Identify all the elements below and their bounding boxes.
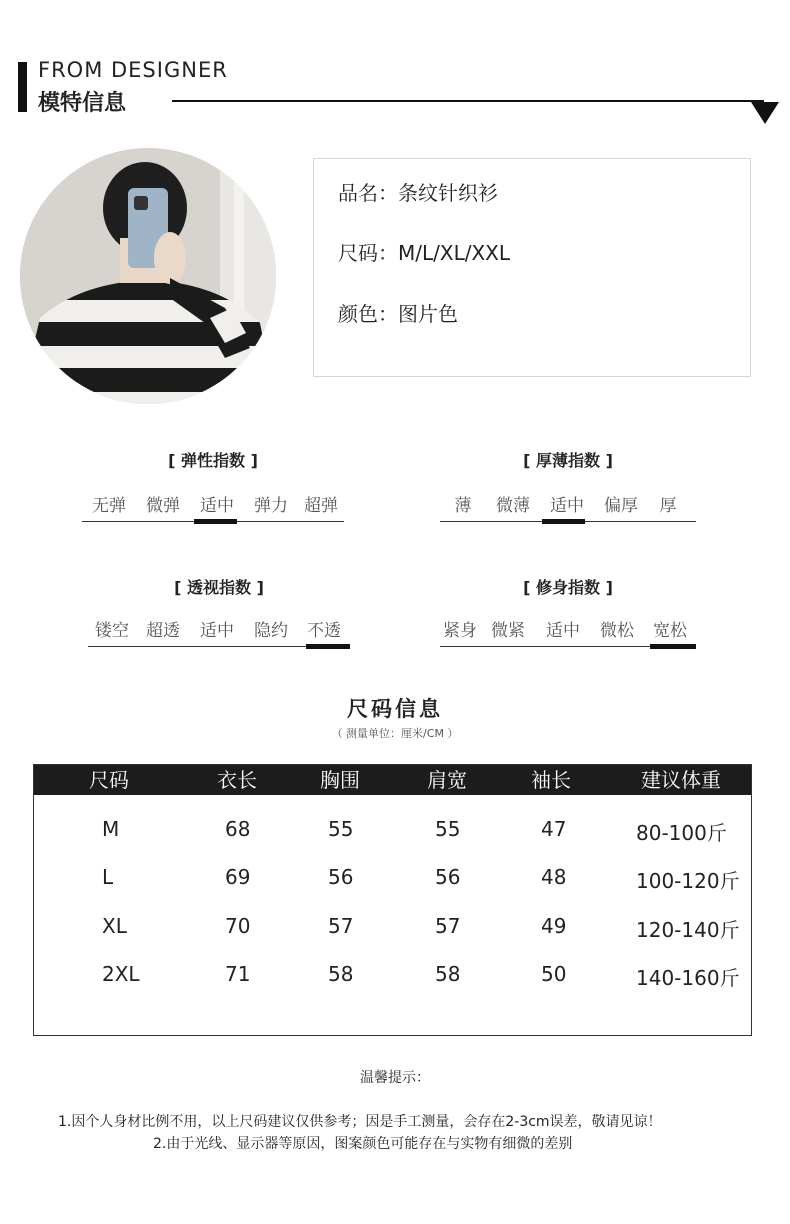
table-header-cell: 袖长 [531,768,571,792]
table-cell: 49 [541,914,567,938]
table-cell: 120-140斤 [636,918,740,942]
size-info-title: 尺码信息 [347,697,443,721]
index-option: 弹力 [254,496,288,516]
table-cell: M [102,817,120,841]
triangle-down-icon [751,102,779,124]
table-cell: 55 [435,817,461,841]
index-option: 不透 [307,621,341,641]
index-elasticity [82,448,344,516]
table-cell: 71 [225,962,251,986]
index-option: 宽松 [653,621,687,641]
index-option: 偏厚 [604,496,638,516]
index-option: 超透 [146,621,180,641]
table-cell: 2XL [102,962,140,986]
table-cell: 68 [225,817,251,841]
table-cell: 55 [328,817,354,841]
table-cell: 56 [328,865,354,889]
size-table-header [34,765,751,795]
table-header-cell: 胸围 [320,768,360,792]
table-header-cell: 肩宽 [427,768,467,792]
index-selected-marker [194,519,237,524]
index-fit [440,575,696,641]
index-thickness [440,448,696,516]
table-header-cell: 衣长 [217,768,257,792]
table-cell: 58 [435,962,461,986]
index-option: 适中 [200,621,234,641]
index-option: 镂空 [95,621,129,641]
table-cell: 47 [541,817,567,841]
tip-line-2: 2.由于光线、显示器等原因，图案颜色可能存在与实物有细微的差别 [153,1136,573,1152]
index-option: 无弹 [92,496,126,516]
table-cell: XL [102,914,127,938]
size-info-subtitle: （ 测量单位：厘米/CM ） [331,727,459,740]
index-option: 适中 [550,496,584,516]
index-option: 超弹 [304,496,338,516]
index-option: 微松 [600,621,634,641]
index-option: 适中 [546,621,580,641]
product-color: 颜色：图片色 [338,302,458,326]
table-cell: 48 [541,865,567,889]
product-sizes: 尺码：M/L/XL/XXL [338,241,511,265]
index-transparency [88,575,350,641]
table-cell: 70 [225,914,251,938]
index-option: 适中 [200,496,234,516]
index-selected-marker [650,644,696,649]
index-options [88,616,350,641]
index-option: 薄 [454,496,472,516]
index-title: [ 透视指数 ] [174,578,264,597]
index-option: 厚 [659,496,677,516]
header-title-en: FROM DESIGNER [38,58,228,82]
table-header-cell: 建议体重 [641,768,721,792]
header-title-cn: 模特信息 [38,91,127,116]
index-option: 隐约 [254,621,288,641]
table-cell: 80-100斤 [636,821,727,845]
table-cell: 57 [435,914,461,938]
table-cell: 56 [435,865,461,889]
table-cell: 100-120斤 [636,869,740,893]
index-selected-marker [306,644,350,649]
header-accent-bar [18,62,27,112]
index-options [440,616,696,641]
header-divider [172,100,764,102]
index-title: [ 修身指数 ] [523,578,613,597]
index-selected-marker [542,519,585,524]
index-options [82,491,344,516]
index-option: 微薄 [496,496,530,516]
table-cell: 140-160斤 [636,966,740,990]
product-info-panel [313,158,751,377]
index-options [440,491,696,516]
table-cell: 58 [328,962,354,986]
index-option: 微弹 [146,496,180,516]
tip-line-1: 1.因个人身材比例不用，以上尺码建议仅供参考；因是手工测量，会存在2-3cm误差，敬请见谅！ [58,1114,662,1130]
table-cell: L [102,865,114,889]
index-title: [ 弹性指数 ] [168,451,258,470]
product-name: 品名：条纹针织衫 [338,181,498,205]
index-option: 微紧 [491,621,525,641]
table-header-cell: 尺码 [89,768,129,792]
table-cell: 50 [541,962,567,986]
table-cell: 57 [328,914,354,938]
index-option: 紧身 [443,621,477,641]
model-photo [20,148,276,404]
tips-title: 温馨提示： [360,1070,430,1086]
size-table [33,764,752,1036]
table-cell: 69 [225,865,251,889]
index-title: [ 厚薄指数 ] [523,451,613,470]
